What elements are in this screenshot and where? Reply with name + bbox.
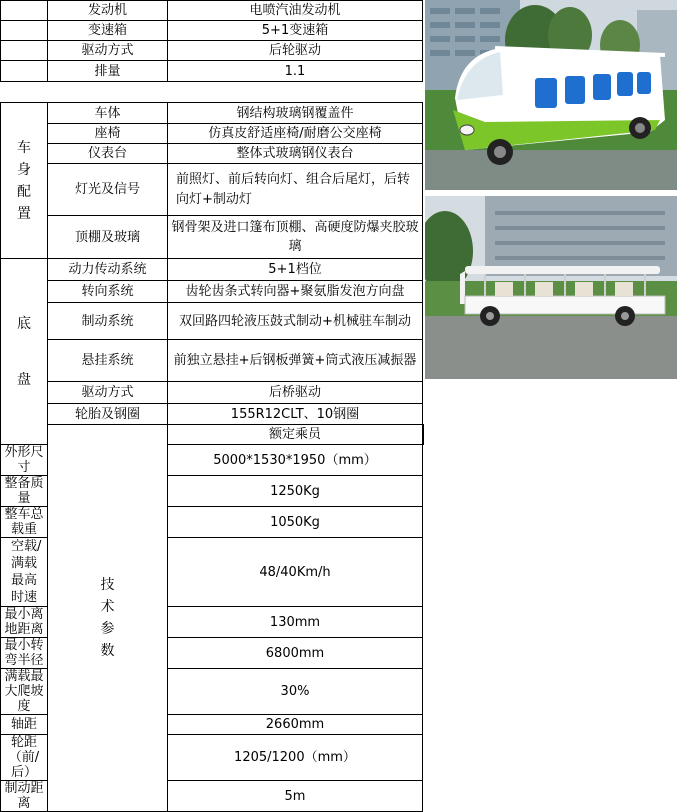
row-value-suspension: 前独立悬挂+后钢板弹簧+筒式液压减振器 — [168, 340, 423, 382]
table-row — [1, 164, 424, 216]
row-value-drive-mode: 后轮驱动 — [168, 41, 423, 61]
row-value-max-speed: 48/40Km/h — [168, 538, 423, 607]
row-label-roof-glass: 顶棚及玻璃 — [48, 216, 168, 259]
row-value-body: 钢结构玻璃钢覆盖件 — [168, 103, 423, 124]
table-row — [1, 216, 424, 259]
group-label-chassis-text: 底盘 — [17, 315, 31, 388]
row-label-gross-weight: 整车总载重 — [1, 507, 48, 538]
row-value-climb: 30% — [168, 669, 423, 715]
photo-green-bus — [425, 0, 677, 190]
table-row — [1, 1, 424, 21]
row-value-braking: 双回路四轮液压鼓式制动+机械驻车制动 — [168, 303, 423, 340]
table-row — [1, 404, 424, 425]
row-label-braking: 制动系统 — [48, 303, 168, 340]
table-row — [1, 303, 424, 340]
row-label-lights: 灯光及信号 — [48, 164, 168, 216]
spacer-row — [1, 82, 424, 103]
blank-cell — [1, 61, 48, 82]
row-label-gearbox: 变速箱 — [48, 21, 168, 41]
row-label-dashboard: 仪表台 — [48, 144, 168, 164]
row-label-tires: 轮胎及钢圈 — [48, 404, 168, 425]
table-row — [1, 124, 424, 144]
table-row — [1, 144, 424, 164]
row-value-displacement: 1.1 — [168, 61, 423, 82]
group-label-tech-params — [48, 425, 168, 812]
row-label-braking-distance: 制动距离 — [1, 781, 48, 812]
row-value-braking-distance: 5m — [168, 781, 423, 812]
row-value-turning-radius: 6800mm — [168, 638, 423, 669]
table-row — [1, 425, 424, 445]
green-bus-image — [425, 0, 677, 190]
group-label-tech-params-text: 技术参数 — [100, 577, 115, 659]
row-label-body: 车体 — [48, 103, 168, 124]
row-value-ground-clearance: 130mm — [168, 607, 423, 638]
row-value-passengers — [423, 425, 424, 445]
row-value-curb-weight: 1250Kg — [168, 476, 423, 507]
row-value-roof-glass: 钢骨架及进口篷布顶棚、高硬度防爆夹胶玻璃 — [168, 216, 423, 259]
row-label-wheelbase: 轴距 — [1, 715, 48, 735]
row-label-dimensions: 外形尺寸 — [1, 445, 48, 476]
row-value-seats: 仿真皮舒适座椅/耐磨公交座椅 — [168, 124, 423, 144]
group-label-body-config-text: 车身配置 — [17, 139, 31, 222]
row-label-climb: 满载最大爬坡度 — [1, 669, 48, 715]
photo-white-bus — [425, 196, 677, 379]
row-label-ground-clearance: 最小离地距离 — [1, 607, 48, 638]
row-label-turning-radius: 最小转弯半径 — [1, 638, 48, 669]
table-row — [1, 41, 424, 61]
row-label-curb-weight: 整备质量 — [1, 476, 48, 507]
row-value-power-train: 5+1档位 — [168, 259, 423, 281]
table-row — [1, 340, 424, 382]
group-label-chassis — [1, 259, 48, 445]
row-value-engine: 电喷汽油发动机 — [168, 1, 423, 21]
row-label-suspension: 悬挂系统 — [48, 340, 168, 382]
row-label-max-speed: 空载/满载最高时速 — [1, 538, 48, 607]
row-label-passengers: 额定乘员 — [168, 425, 423, 445]
blank-cell — [1, 41, 48, 61]
group-label-body-config — [1, 103, 48, 259]
table-row — [1, 281, 424, 303]
row-value-tires: 155R12CLT、10钢圈 — [168, 404, 423, 425]
row-label-track: 轮距（前/后） — [1, 735, 48, 781]
row-label-displacement: 排量 — [48, 61, 168, 82]
row-value-track: 1205/1200（mm） — [168, 735, 423, 781]
row-value-drive-mode-2: 后桥驱动 — [168, 382, 423, 404]
row-value-gearbox: 5+1变速箱 — [168, 21, 423, 41]
white-bus-image — [425, 196, 677, 379]
blank-cell — [1, 1, 48, 21]
blank-cell — [1, 21, 48, 41]
row-value-dashboard: 整体式玻璃钢仪表台 — [168, 144, 423, 164]
row-label-engine: 发动机 — [48, 1, 168, 21]
table-row — [1, 61, 424, 82]
row-value-wheelbase: 2660mm — [168, 715, 423, 735]
table-row — [1, 382, 424, 404]
spacer-cell — [1, 82, 423, 103]
row-label-drive-mode: 驱动方式 — [48, 41, 168, 61]
row-label-drive-mode-2: 驱动方式 — [48, 382, 168, 404]
row-label-power-train: 动力传动系统 — [48, 259, 168, 281]
row-label-steering: 转向系统 — [48, 281, 168, 303]
table-row — [1, 259, 424, 281]
row-label-seats: 座椅 — [48, 124, 168, 144]
row-value-dimensions: 5000*1530*1950（mm） — [168, 445, 423, 476]
row-value-gross-weight: 1050Kg — [168, 507, 423, 538]
row-value-lights: 前照灯、前后转向灯、组合后尾灯，后转向灯+制动灯 — [168, 164, 423, 216]
row-value-steering: 齿轮齿条式转向器+聚氨脂发泡方向盘 — [168, 281, 423, 303]
table-row — [1, 21, 424, 41]
table-row — [1, 103, 424, 124]
